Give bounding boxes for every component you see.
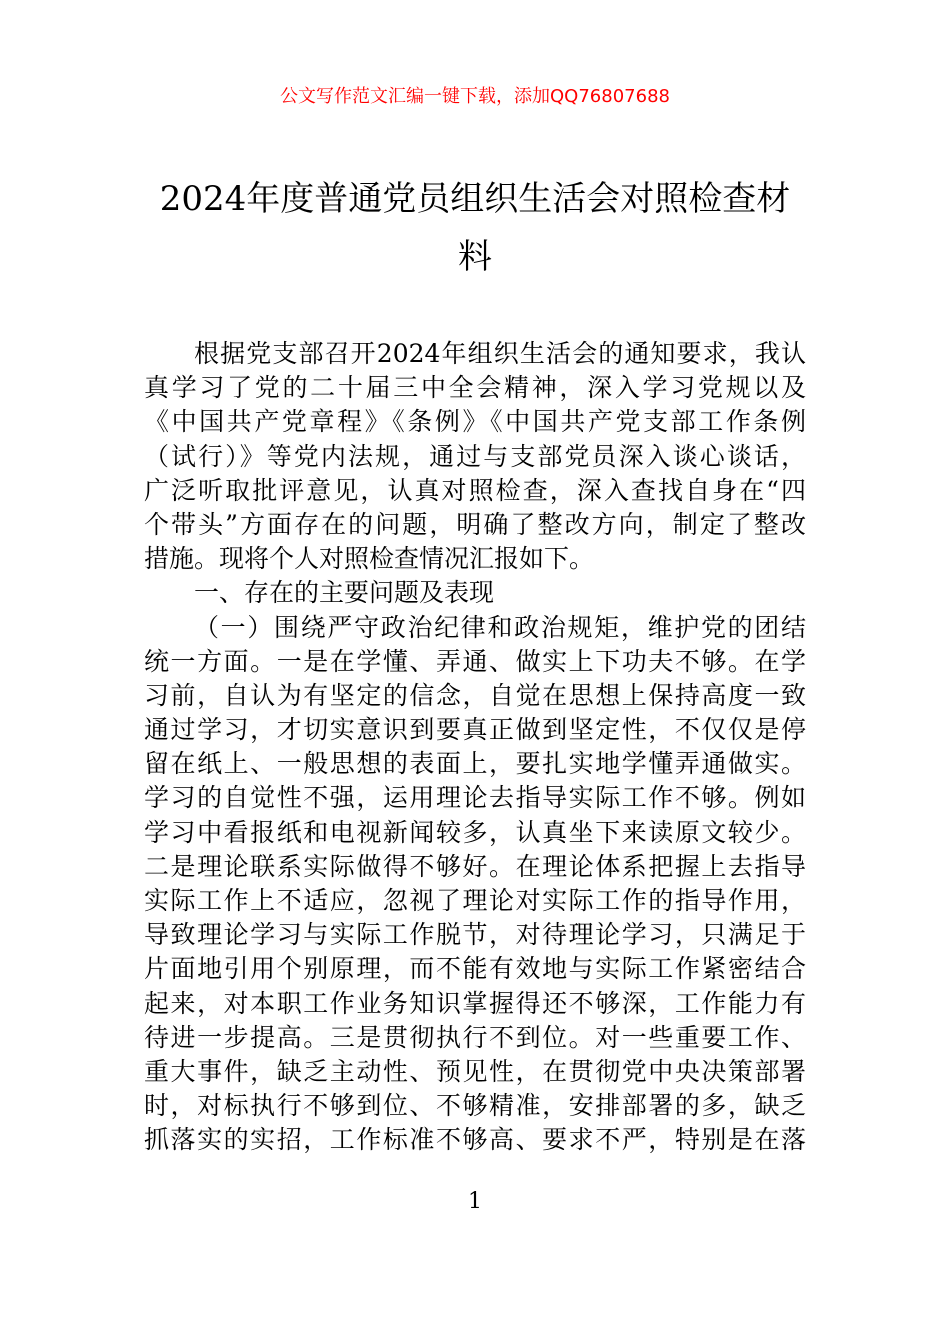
document-body (144, 337, 806, 1158)
paragraph-line: 个带头”方面存在的问题，明确了整改方向，制定了整改 (144, 509, 806, 539)
paragraph-line: 通过学习，才切实意识到要真正做到坚定性，不仅仅是停 (144, 715, 806, 745)
paragraph-line: 导致理论学习与实际工作脱节，对待理论学习，只满足于 (144, 920, 806, 950)
paragraph-line: （一）围绕严守政治纪律和政治规矩，维护党的团结 (194, 612, 806, 642)
paragraph-line: 时，对标执行不够到位、不够精准，安排部署的多，缺乏 (144, 1091, 806, 1121)
paragraph-line: 统一方面。一是在学懂、弄通、做实上下功夫不够。在学 (144, 646, 806, 676)
paragraph-line: 学习的自觉性不强，运用理论去指导实际工作不够。例如 (144, 783, 806, 813)
paragraph-line: 待进一步提高。三是贯彻执行不到位。对一些重要工作、 (144, 1022, 806, 1052)
paragraph-line: 广泛听取批评意见，认真对照检查，深入查找自身在“四 (144, 475, 806, 505)
paragraph-line: 实际工作上不适应，忽视了理论对实际工作的指导作用， (144, 886, 806, 915)
paragraph-line: 学习中看报纸和电视新闻较多，认真坐下来读原文较少。 (144, 817, 806, 847)
paragraph-line: 留在纸上、一般思想的表面上，要扎实地学懂弄通做实。 (144, 749, 806, 779)
section-heading: 一、存在的主要问题及表现 (194, 578, 495, 608)
title-line-1: 2024年度普通党员组织生活会对照检查材 (159, 179, 791, 219)
paragraph-line: 起来，对本职工作业务知识掌握得还不够深，工作能力有 (144, 988, 806, 1018)
paragraph-line: 措施。现将个人对照检查情况汇报如下。 (144, 544, 595, 574)
page-number: 1 (468, 1189, 482, 1214)
page-title (145, 170, 805, 286)
paragraph-line: 二是理论联系实际做得不够好。在理论体系把握上去指导 (144, 851, 806, 881)
paragraph-line: 真学习了党的二十届三中全会精神，深入学习党规以及 (144, 373, 806, 403)
paragraph-line: 片面地引用个别原理，而不能有效地与实际工作紧密结合 (144, 954, 806, 984)
paragraph-line: 《中国共产党章程》《条例》《中国共产党支部工作条例 (144, 407, 806, 437)
watermark-text: 公文写作范文汇编一键下载，添加QQ76807688 (280, 86, 670, 107)
paragraph-line: 根据党支部召开2024年组织生活会的通知要求，我认 (194, 339, 806, 368)
paragraph-line: 习前，自认为有坚定的信念，自觉在思想上保持高度一致 (144, 680, 806, 710)
paragraph-line: 重大事件，缺乏主动性、预见性，在贯彻党中央决策部署 (144, 1056, 806, 1086)
paragraph-line: 抓落实的实招，工作标准不够高、要求不严，特别是在落 (144, 1125, 806, 1155)
title-line-2: 料 (458, 237, 492, 277)
paragraph-line: （试行）》等党内法规，通过与支部党员深入谈心谈话， (144, 441, 806, 471)
